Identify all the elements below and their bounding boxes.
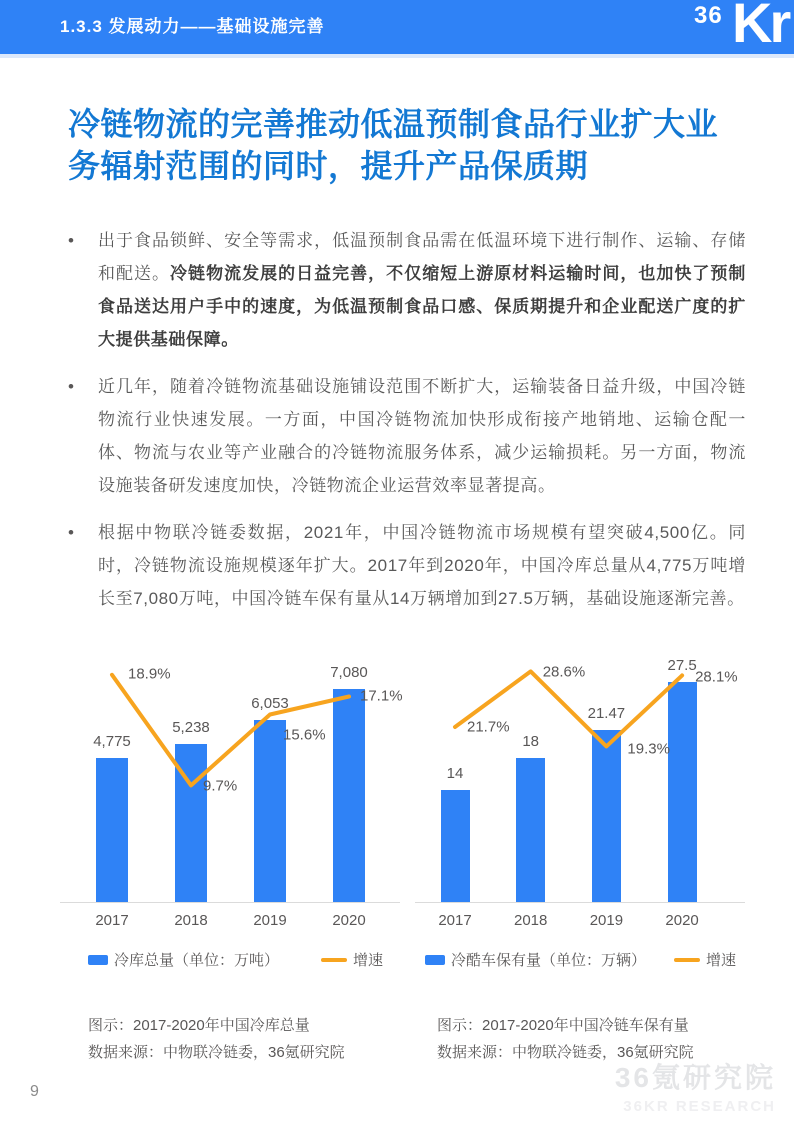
chart-reefer-truck-ownership — [415, 652, 745, 1066]
caption-source: 数据来源：中物联冷链委，36氪研究院 — [88, 1044, 345, 1061]
caption-title: 图示：2017-2020年中国冷链车保有量 — [437, 1017, 689, 1034]
x-axis-label-2017: 2017 — [95, 912, 129, 929]
bar-value-label: 27.5 — [667, 657, 697, 674]
logo-36-text: 36 — [694, 2, 723, 29]
cold-storage-x-axis — [60, 903, 400, 937]
reefer-truck-legend — [425, 949, 745, 970]
watermark-cn: 36氪研究院 — [614, 1062, 776, 1093]
bullet-text — [98, 370, 746, 502]
page-header — [0, 0, 794, 58]
bullet-1-normal: 出于食品锁鲜、安全等需求，低温预制食品需在低温环境下进行制作、运输、存储和配送。 — [98, 231, 746, 283]
growth-rate-line — [415, 652, 745, 902]
page-headline: 冷链物流的完善推动低温预制食品行业扩大业务辐射范围的同时，提升产品保质期 — [68, 106, 719, 184]
watermark-en: 36KR RESEARCH — [623, 1098, 776, 1115]
bullet-1-bold: 冷链物流发展的日益完善，不仅缩短上游原材料运输时间，也加快了预制食品送达用户手中的速度，为低温预制食品口感、保质期提升和企业配送广度的扩大提供基础保障。 — [98, 264, 746, 349]
growth-value-label: 17.1% — [360, 687, 403, 705]
cold-storage-caption — [88, 1012, 400, 1066]
growth-value-label: 19.3% — [627, 740, 670, 758]
bar-value-label: 6,053 — [251, 695, 289, 712]
bar-series-swatch — [425, 955, 445, 965]
bar-value-label: 14 — [446, 765, 464, 782]
growth-value-label: 28.6% — [542, 663, 586, 681]
bar-value-label: 7,080 — [330, 664, 368, 681]
growth-value-label: 15.6% — [283, 726, 326, 743]
chart-cold-storage-total — [60, 652, 403, 1066]
growth-value-label: 18.9% — [128, 665, 171, 683]
bar-series-label: 冷库总量（单位：万吨） — [114, 952, 280, 969]
bullet-text — [98, 224, 746, 356]
x-axis-label-2019: 2019 — [253, 912, 287, 929]
bullet-marker — [68, 516, 98, 615]
x-axis-label-2018: 2018 — [514, 912, 548, 929]
bullet-2-normal: 近几年，随着冷链物流基础设施铺设范围不断扩大，运输装备日益升级，中国冷链物流行业快速发展。一方面，中国冷链物流加快形成衔接产地销地、运输仓配一体、物流与农业等产业融合的冷链物流服务体系，减少运输损耗。另一方面，物流设施装备研发速度加快，冷链物流企业运营效率显著提高。 — [98, 377, 746, 495]
line-series-swatch — [321, 958, 347, 962]
bullet-marker — [68, 224, 98, 356]
reefer-truck-plot-area — [415, 652, 745, 903]
line-series-swatch — [674, 958, 700, 962]
bar-value-label: 4,775 — [93, 733, 131, 750]
x-axis-label-2019: 2019 — [589, 912, 624, 929]
section-title: 1.3.3 发展动力——基础设施完善 — [60, 17, 325, 36]
bar-value-label: 5,238 — [172, 719, 210, 736]
bullet-text — [98, 516, 746, 615]
line-series-label: 增速 — [353, 952, 384, 969]
bar-series-label: 冷酷车保有量（单位：万辆） — [451, 952, 647, 969]
bar-value-label: 18 — [522, 733, 540, 750]
page-number: 9 — [30, 1083, 39, 1100]
x-axis-label-2018: 2018 — [174, 912, 208, 929]
bullet-item-3 — [68, 516, 746, 615]
bullet-3-normal: 根据中物联冷链委数据，2021年，中国冷链物流市场规模有望突破4,500亿。同时，冷链物流设施规模逐年扩大。2017年到2020年，中国冷库总量从4,775万吨增长至7,080万吨，中国冷链车保有量从14万辆增加到27.5万辆，基础设施逐渐完善。 — [98, 523, 746, 608]
x-axis-label-2020: 2020 — [665, 912, 699, 929]
bullet-item-2 — [68, 370, 746, 502]
x-axis-label-2017: 2017 — [438, 912, 472, 929]
bullet-item-1 — [68, 224, 746, 356]
x-axis-label-2020: 2020 — [332, 912, 366, 929]
line-series-label: 增速 — [706, 952, 737, 969]
caption-title: 图示：2017-2020年中国冷库总量 — [88, 1017, 310, 1034]
reefer-truck-x-axis — [415, 903, 745, 937]
watermark — [615, 1056, 776, 1115]
bar-series-swatch — [88, 955, 108, 965]
caption-source: 数据来源：中物联冷链委，36氪研究院 — [437, 1044, 694, 1061]
cold-storage-plot-area — [60, 652, 403, 903]
growth-value-label: 28.1% — [695, 668, 738, 686]
cold-storage-legend — [88, 949, 400, 970]
bar-value-label: 21.47 — [587, 705, 626, 722]
36kr-logo — [688, 0, 794, 54]
logo-kr-text: Kr — [732, 0, 789, 54]
growth-value-label: 9.7% — [203, 777, 238, 795]
bullet-list — [68, 224, 746, 629]
bullet-marker — [68, 370, 98, 502]
growth-value-label: 21.7% — [467, 718, 510, 736]
